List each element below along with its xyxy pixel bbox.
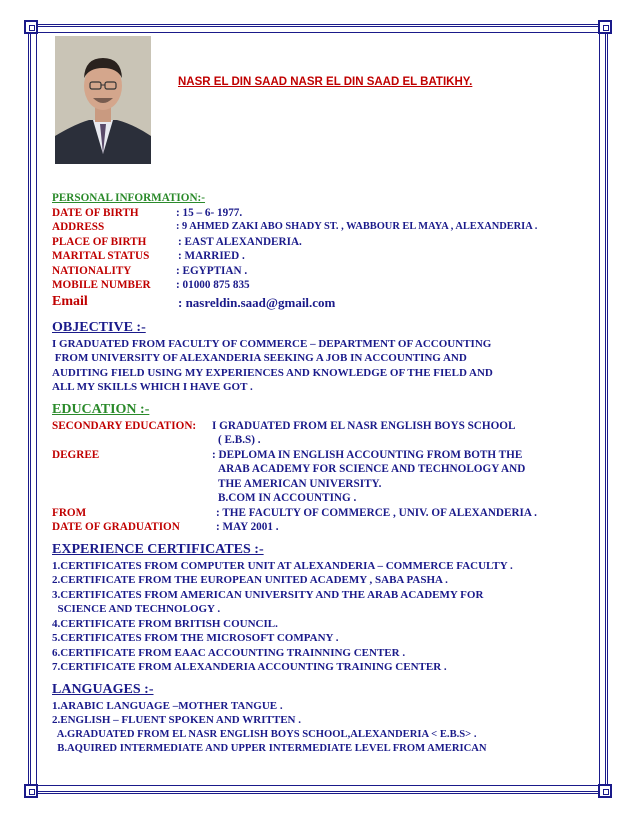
section-heading-languages: LANGUAGES :-	[52, 681, 154, 697]
language-line: B.AQUIRED INTERMEDIATE AND UPPER INTERMEDIATE LEVEL FROM AMERICAN	[52, 743, 487, 754]
education-row: DEGREE : DEPLOMA IN ENGLISH ACCOUNTING FROM BOTH THE	[52, 448, 523, 461]
education-row: THE AMERICAN UNIVERSITY.	[218, 477, 382, 490]
section-heading-experience: EXPERIENCE CERTIFICATES :-	[52, 541, 264, 557]
email-row: Email : nasreldin.saad@gmail.com	[52, 293, 336, 310]
resume-title: NASR EL DIN SAAD NASR EL DIN SAAD EL BATIKHY.	[178, 76, 473, 88]
experience-line: 2.CERTIFICATE FROM THE EUROPEAN UNITED ACADEMY , SABA PASHA .	[52, 574, 448, 586]
education-row: ARAB ACADEMY FOR SCIENCE AND TECHNOLOGY AND	[218, 463, 526, 475]
personal-row: ADDRESS : 9 AHMED ZAKI ABO SHADY ST. , WABBOUR EL MAYA , ALEXANDERIA .	[52, 221, 538, 233]
education-row: B.COM IN ACCOUNTING .	[218, 492, 357, 504]
objective-line: FROM UNIVERSITY OF ALEXANDERIA SEEKING A JOB IN ACCOUNTING AND	[52, 352, 467, 364]
objective-line: AUDITING FIELD USING MY EXPERIENCES AND KNOWLEDGE OF THE FIELD AND	[52, 366, 493, 379]
section-heading-objective: OBJECTIVE :-	[52, 319, 146, 335]
personal-row: MARITAL STATUS : MARRIED .	[52, 250, 245, 262]
experience-line: 1.CERTIFICATES FROM COMPUTER UNIT AT ALEXANDERIA – COMMERCE FACULTY .	[52, 559, 513, 572]
section-heading-education: EDUCATION :-	[52, 401, 150, 417]
corner-ornament	[598, 20, 612, 34]
personal-row: DATE OF BIRTH : 15 – 6- 1977.	[52, 206, 243, 219]
education-row: DATE OF GRADUATION : MAY 2001 .	[52, 521, 279, 533]
corner-ornament	[24, 20, 38, 34]
personal-row: MOBILE NUMBER : 01000 875 835	[52, 279, 250, 291]
resume-body	[52, 191, 604, 757]
experience-line: 4.CERTIFICATE FROM BRITISH COUNCIL.	[52, 617, 278, 630]
section-heading-personal: PERSONAL INFORMATION:-	[52, 192, 206, 204]
personal-row: NATIONALITY : EGYPTIAN .	[52, 264, 248, 277]
language-line: A.GRADUATED FROM EL NASR ENGLISH BOYS SCHOOL,ALEXANDERIA < E.B.S> .	[52, 728, 477, 740]
experience-line: SCIENCE AND TECHNOLOGY .	[52, 603, 221, 615]
experience-line: 6.CERTIFICATE FROM EAAC ACCOUNTING TRAINNING CENTER .	[52, 646, 406, 659]
experience-line: 3.CERTIFICATES FROM AMERICAN UNIVERSITY AND THE ARAB ACADEMY FOR	[52, 588, 484, 601]
education-row: ( E.B.S) .	[218, 434, 261, 446]
language-line: 1.ARABIC LANGUAGE –MOTHER TANGUE .	[52, 699, 283, 712]
objective-line: I GRADUATED FROM FACULTY OF COMMERCE – DEPARTMENT OF ACCOUNTING	[52, 337, 492, 350]
corner-ornament	[598, 784, 612, 798]
experience-line: 5.CERTIFICATES FROM THE MICROSOFT COMPANY .	[52, 632, 339, 644]
education-row: FROM : THE FACULTY OF COMMERCE , UNIV. OF ALEXANDERIA .	[52, 506, 537, 519]
objective-line: ALL MY SKILLS WHICH I HAVE GOT .	[52, 381, 253, 393]
corner-ornament	[24, 784, 38, 798]
education-row: SECONDARY EDUCATION: I GRADUATED FROM EL NASR ENGLISH BOYS SCHOOL	[52, 419, 516, 432]
personal-row: PLACE OF BIRTH : EAST ALEXANDERIA.	[52, 235, 302, 248]
experience-line: 7.CERTIFICATE FROM ALEXANDERIA ACCOUNTING TRAINING CENTER .	[52, 661, 447, 673]
language-line: 2.ENGLISH – FLUENT SPOKEN AND WRITTEN .	[52, 714, 301, 726]
profile-photo	[55, 36, 151, 164]
